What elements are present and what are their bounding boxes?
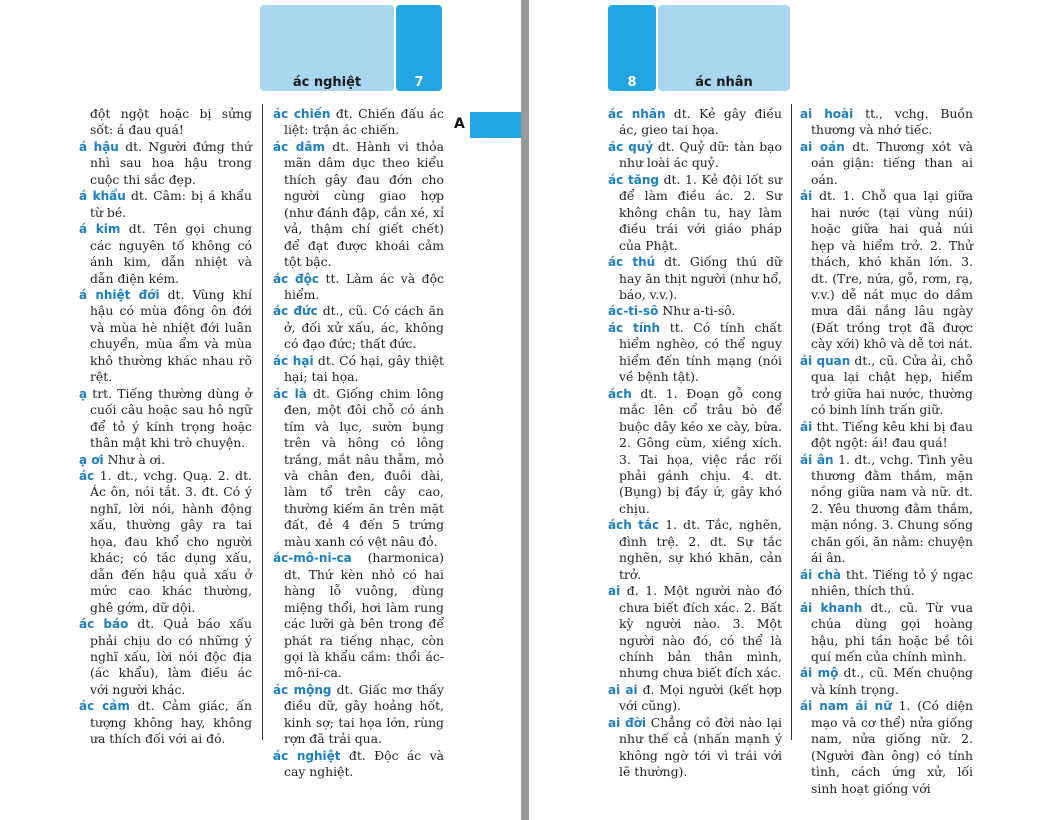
left-column-1	[79, 106, 252, 748]
entry-headword: ác chiến	[273, 107, 331, 121]
entry-headword: á kim	[79, 222, 121, 237]
dictionary-entry	[800, 188, 973, 353]
entry-definition: 1. dt., vchg. Quạ. 2. dt. Ác ôn, nói tắt. 3. đt. Có ý nghĩ, lời nói, hành động xấu, thường gây ra tai họa, đau khổ cho người khác; có tác dụng xấu, dẫn đến hậu quả xấu ở mức cao khác thường, ghê gớm, dữ dội.	[90, 467, 252, 615]
dictionary-entry	[800, 419, 973, 452]
entry-definition: đột ngột hoặc bị sửng sốt: á đau quá!	[90, 106, 252, 138]
entry-definition: tt. Có tính chất hiểm nghèo, có thể nguy hiểm đến tính mạng (nói về bệnh tật).	[619, 319, 782, 385]
dictionary-entry	[800, 139, 973, 188]
entry-headword: ai đời	[608, 715, 647, 730]
dictionary-entry	[608, 386, 782, 518]
entry-headword: ác mộng	[273, 682, 332, 697]
entry-headword: ai oán	[800, 139, 845, 154]
page-number-box	[396, 5, 442, 91]
entry-headword: ai	[608, 584, 621, 599]
dictionary-entry	[79, 139, 252, 188]
header-word-box	[658, 5, 790, 91]
entry-definition: dt., cũ. Cửa ải, chỗ qua lại chật hẹp, hiểm trở giữa hai nước, thường có binh lính trấn giữ.	[811, 352, 973, 418]
dictionary-entry	[273, 386, 444, 551]
entry-definition: tht. Tiếng tỏ ý ngạc nhiên, thích thú.	[811, 566, 973, 599]
dictionary-entry	[79, 287, 252, 386]
dictionary-entry	[273, 106, 444, 139]
header-word: ác nhân	[695, 75, 753, 90]
entry-headword: á hậu	[79, 139, 119, 154]
dictionary-entry	[608, 106, 782, 139]
dictionary-entry	[79, 616, 252, 698]
entry-headword: ái nam ái nữ	[800, 699, 892, 714]
dictionary-entry	[79, 468, 252, 616]
entry-definition: 1. (Có diện mạo và cơ thể) nửa giống nam, nửa giống nữ. 2. (Người đàn ông) có tính tình, cách ứng xử, lối sinh hoạt giống với	[811, 698, 973, 796]
entry-headword: ác hại	[273, 353, 314, 368]
page-gutter	[521, 0, 529, 820]
dictionary-entry	[800, 567, 973, 600]
left-column-2	[273, 106, 444, 781]
entry-definition: 1. dt., vchg. Tình yêu thương đằm thắm, mặn nồng giữa nam và nữ. dt. 2. Yêu thương đằm thắm, mặn nồng. 3. Chung sống chăn gối, ăn nằm: chuyện ái ân.	[811, 451, 973, 566]
dictionary-entry	[608, 139, 782, 172]
entry-definition: dt. 1. Kẻ đội lốt sư để làm điều ác. 2. Sư không chân tu, hay làm điều trái với giáo pháp của Phật.	[619, 171, 783, 253]
dictionary-entry	[273, 303, 444, 352]
dictionary-entry	[79, 386, 252, 452]
dictionary-entry	[800, 353, 973, 419]
dictionary-entry	[79, 188, 252, 221]
entry-definition: dt. Có hại, gây thiệt hại; tai họa.	[284, 352, 444, 385]
entry-definition: (harmonica) dt. Thứ kèn nhỏ có hai hàng lỗ vuông, dùng miệng thổi, hơi làm rung các lưỡi gà bên trong để phát ra tiếng nhạc, còn gọi là khẩu cầm: thổi ác-mô-ni-ca.	[284, 550, 444, 681]
entry-definition: đ. Mọi người (kết hợp với cũng).	[619, 681, 782, 714]
column-divider	[791, 104, 792, 740]
dictionary-entry	[273, 682, 444, 748]
dictionary-entry	[800, 698, 973, 797]
entry-headword: ái khanh	[800, 600, 863, 615]
dictionary-entry	[79, 106, 252, 139]
entry-definition: đt. Chiến đấu ác liệt: trận ác chiến.	[284, 106, 444, 138]
entry-headword: ác thú	[608, 255, 656, 270]
entry-definition: Chẳng có đời nào lại như thế cả (nhấn mạnh ý không ngờ tới vì trái với lẽ thường).	[619, 714, 782, 780]
entry-definition: Như a-ti-sô.	[662, 303, 736, 319]
entry-definition: dt., cũ. Từ vua chúa dùng gọi hoàng hậu, phi tần hoặc bề tôi quí mến của chính mình.	[811, 599, 973, 664]
entry-headword: ác-mô-ni-ca	[273, 551, 352, 566]
dictionary-entry	[79, 221, 252, 287]
dictionary-entry	[273, 353, 444, 386]
dictionary-entry	[608, 303, 782, 319]
entry-definition: dt. Giấc mơ thấy điều dữ, gây hoảng hốt, kinh sợ; tai họa lớn, rùng rợn đã trải qua.	[284, 681, 444, 747]
dictionary-entry	[273, 550, 444, 682]
entry-headword: á khẩu	[79, 189, 126, 204]
dictionary-entry	[800, 600, 973, 666]
entry-definition: trt. Tiếng thường dùng ở cuối câu hoặc sau hô ngữ để tỏ ý kính trọng hoặc thân mật khi trò chuyện.	[90, 385, 252, 451]
entry-definition: dt. Câm: bị á khẩu từ bé.	[90, 188, 252, 220]
entry-definition: đt. Độc ác và cay nghiệt.	[284, 747, 444, 780]
right-column-2	[800, 106, 973, 797]
entry-headword: ác tính	[608, 320, 661, 335]
dictionary-entry	[608, 715, 782, 781]
entry-definition: dt. Quỷ dữ: tàn bạo như loài ác quỷ.	[619, 138, 782, 171]
dictionary-entry	[273, 139, 444, 271]
entry-definition: dt., cũ. Có cách ăn ở, đối xử xấu, ác, không có đạo đức; thất đức.	[284, 303, 444, 352]
entry-headword: ách tắc	[608, 518, 660, 533]
dictionary-entry	[608, 682, 782, 715]
entry-headword: ái	[800, 419, 813, 434]
dictionary-entry	[608, 583, 782, 682]
entry-headword: ác	[79, 468, 95, 483]
entry-definition: tht. Tiếng kêu khi bị đau đột ngột: ái! đau quá!	[811, 418, 973, 451]
entry-headword: ái chà	[800, 567, 842, 582]
page-number: 7	[414, 75, 424, 90]
dictionary-entry	[608, 254, 782, 303]
dictionary-entry	[608, 172, 782, 254]
dictionary-entry	[273, 748, 444, 781]
entry-definition: dt. Giống thú dữ hay ăn thịt người (như hổ, báo, v.v.).	[619, 254, 782, 302]
entry-headword: ác nghiệt	[273, 748, 341, 763]
entry-definition: dt. Hành vi thỏa mãn dâm dục theo kiểu thích gây đau đớn cho người cùng giao hợp (như đánh đập, cắn xé, xỉ vả, thậm chí giết chết) để đạt được khoái cảm tột bậc.	[284, 138, 444, 270]
entry-definition: dt. 1. Đoạn gỗ cong mắc lên cổ trâu bò để buộc dây kéo xe cày, bừa. 2. Gông cùm, xiềng xích. 3. Tai họa, việc rắc rối phải gánh chịu. 4. dt. (Bụng) bị đầy ứ, gây khó chịu.	[619, 385, 782, 516]
dictionary-entry	[79, 698, 252, 747]
entry-headword: ác là	[273, 386, 307, 401]
entry-headword: ải	[800, 189, 813, 204]
entry-headword: ác quỷ	[608, 139, 654, 154]
page-number: 8	[627, 75, 637, 90]
entry-definition: dt. Quả báo xấu phải chịu do có những ý nghĩ xấu, lời nói độc địa (ác khẩu), làm điều ác với người khác.	[90, 616, 252, 697]
entry-definition: tt., vchg. Buồn thương và nhớ tiếc.	[811, 106, 973, 138]
entry-definition: dt. 1. Chỗ qua lại giữa hai nước (tại vùng núi) hoặc giữa hai quả núi hẹp và hiểm trở. 2. Thử thách, khó khăn lớn. 3. dt. (Tre, nứa, gỗ, rơm, rạ, v.v.) dễ nát mục do dầm mưa dãi nắng lâu ngày (Đất trồng trọt đã được cày xới) khô và dễ tơi nát.	[811, 188, 973, 352]
entry-headword: ác-ti-sô	[608, 304, 659, 319]
entry-definition: dt. Vùng khí hậu có mùa đông ôn đới và mùa hè nhiệt đới luân chuyển, mùa ẩm và mùa khô thường khác nhau rõ rệt.	[90, 286, 252, 385]
dictionary-entry	[79, 452, 252, 468]
section-letter: A	[454, 116, 465, 132]
header-word: ác nghiệt	[292, 75, 362, 90]
right-page	[529, 0, 1050, 820]
entry-headword: ải quan	[800, 353, 851, 368]
entry-headword: á nhiệt đới	[79, 287, 160, 302]
entry-definition: tt. Làm ác và độc hiểm.	[284, 270, 444, 302]
entry-headword: ác cảm	[79, 699, 130, 714]
entry-headword: ác báo	[79, 617, 129, 632]
entry-definition: đ. 1. Một người nào đó chưa biết đích xác. 2. Bất kỳ người nào. 3. Một người nào đó, có thể là chính bản thân mình, nhưng chưa biết đích xác.	[619, 583, 782, 681]
entry-headword: ác nhân	[608, 107, 666, 121]
entry-definition: dt., cũ. Mến chuộng và kính trọng.	[811, 665, 973, 697]
entry-headword: ai ai	[608, 682, 638, 697]
letter-tab	[446, 112, 521, 138]
entry-headword: ác dâm	[273, 139, 325, 154]
entry-definition: dt. Cảm giác, ấn tượng không hay, không ưa thích đối với ai đó.	[90, 698, 252, 747]
entry-definition: dt. Kẻ gây điều ác, gieo tai họa.	[619, 106, 782, 138]
dictionary-entry	[608, 320, 782, 386]
entry-headword: ái mộ	[800, 666, 839, 681]
entry-headword: ạ	[79, 386, 88, 401]
dictionary-entry	[800, 665, 973, 698]
entry-headword: ác tăng	[608, 172, 660, 187]
entry-definition: Như à ơi.	[107, 451, 166, 467]
left-page	[0, 0, 521, 820]
entry-definition: dt. Người đứng thứ nhì sau hoa hậu trong cuộc thi sắc đẹp.	[90, 138, 252, 187]
entry-headword: ạ ơi	[79, 452, 104, 467]
entry-headword: ai hoài	[800, 107, 854, 121]
entry-definition: 1. dt. Tắc, nghẽn, đình trệ. 2. dt. Sự tắc nghẽn, sự khó khăn, cản trở.	[619, 517, 782, 582]
page-number-box	[608, 5, 656, 91]
header-word-box	[260, 5, 394, 91]
dictionary-entry	[800, 106, 973, 139]
entry-definition: dt. Tên gọi chung các nguyên tố không có ánh kim, dẫn nhiệt và dẫn điện kém.	[90, 221, 253, 286]
dictionary-entry	[800, 452, 973, 567]
column-divider	[262, 104, 263, 740]
dictionary-entry	[608, 517, 782, 583]
entry-headword: ác độc	[273, 271, 319, 286]
entry-headword: ác đức	[273, 304, 318, 319]
entry-headword: ái ân	[800, 452, 834, 467]
right-column-1	[608, 106, 782, 781]
entry-headword: ách	[608, 386, 632, 401]
entry-definition: dt. Thương xót và oán giận: tiếng than ai oán.	[811, 138, 973, 187]
entry-definition: dt. Giống chim lông đen, một đôi chỗ có ánh tím và lục, sườn bụng trên và hông có lông trắng, mắt nâu thẫm, mỏ và chân đen, đuôi dài, làm tổ trên cây cao, thường kiếm ăn trên mặt đất, đẻ 4 đến 5 trứng màu xanh có vệt nâu đỏ.	[284, 385, 444, 549]
dictionary-entry	[273, 271, 444, 304]
